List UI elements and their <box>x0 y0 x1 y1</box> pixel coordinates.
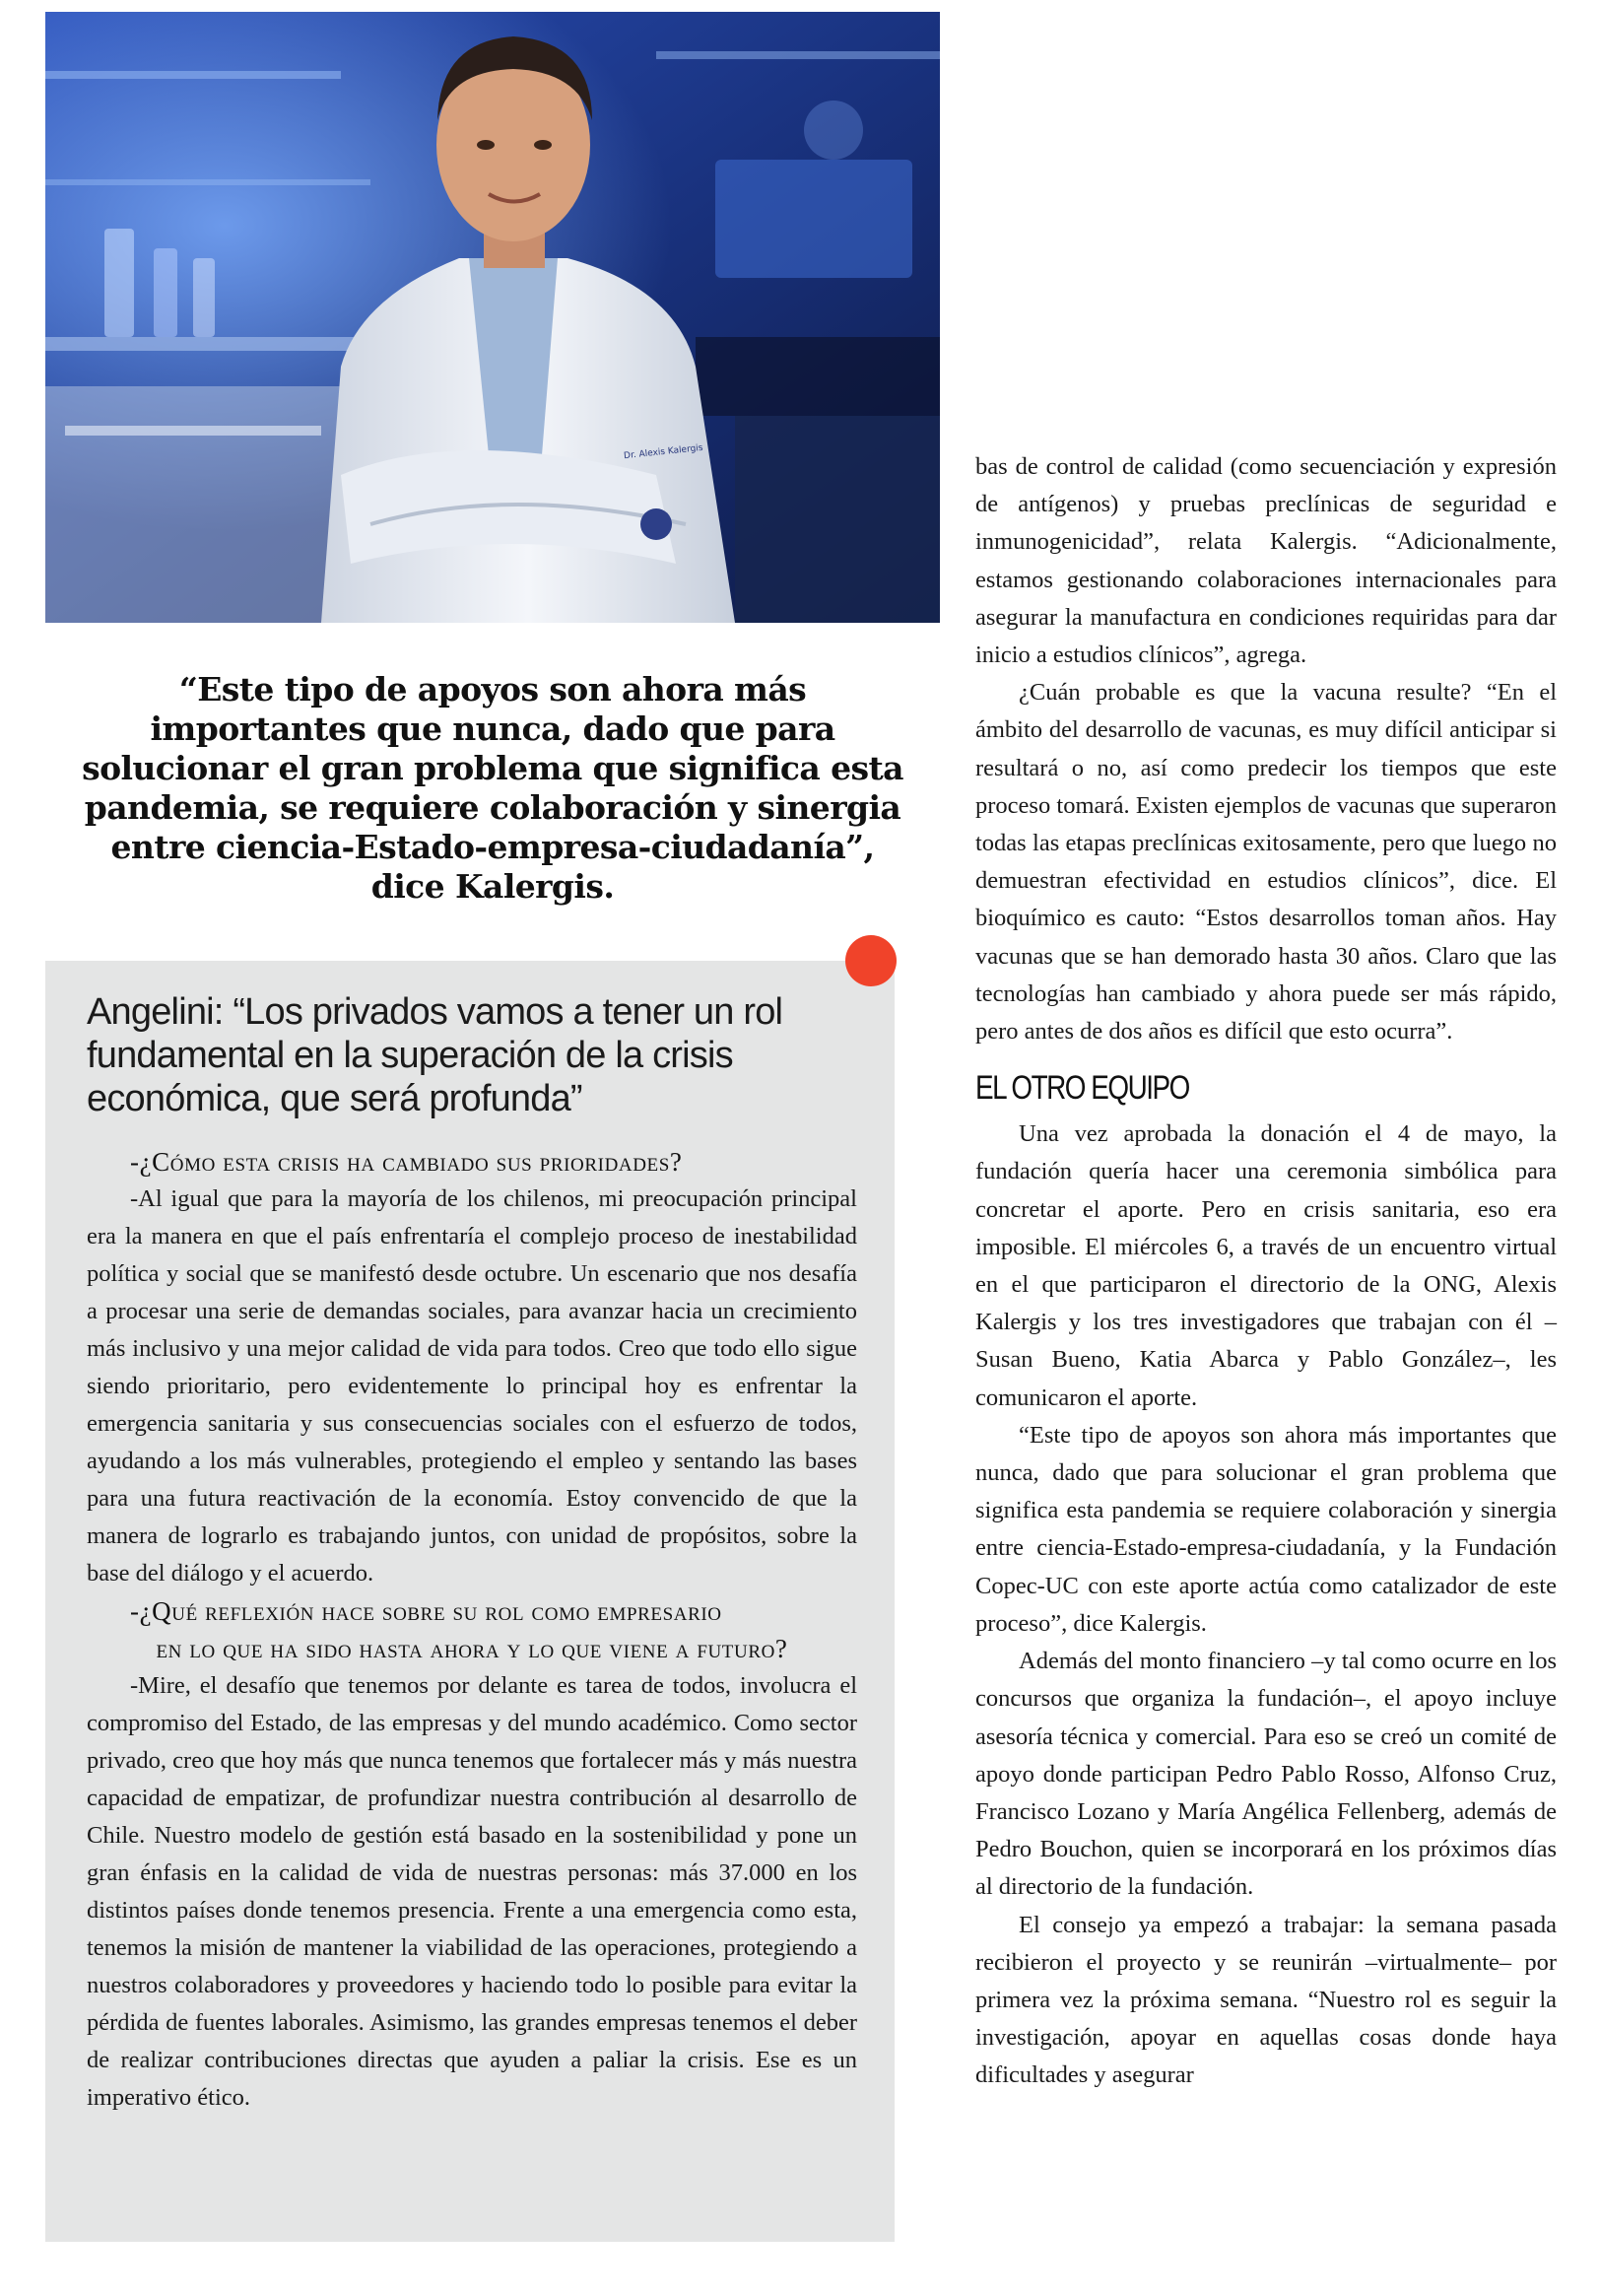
interview-question-cont: en lo que ha sido hasta ahora y lo que viene a futuro? <box>156 1634 788 1663</box>
section-heading: EL OTRO EQUIPO <box>975 1069 1189 1108</box>
interview-question: -¿Qué reflexión hace sobre su rol como empresario <box>130 1596 722 1626</box>
paragraph: ¿Cuán probable es que la vacuna resulte? “En el ámbito del desarrollo de vacunas, es muy difícil anticipar si resultará o no, así como predecir los tiempos que este proceso tomará. Existen ejemplos de vacunas que superaron todas las etapas preclínicas exitosamente, pero que luego no demuestran efectividad en estudios clínicos”, dice. El bioquímico es cauto: “Estos desarrollos toman años. Hay vacunas que se han demorado hasta 30 años. Claro que las tecnologías han cambiado y ahora puede ser más rápido, pero antes de dos años es difícil que esto ocurra”. <box>975 679 1557 1046</box>
portrait-photo <box>45 12 940 623</box>
interview-sidebar <box>45 961 895 2242</box>
accent-dot-icon <box>845 935 897 986</box>
paragraph: bas de control de calidad (como secuenciación y expresión de antígenos) y pruebas preclínicas de seguridad e inmunogenicidad”, relata Kalergis. “Adicionalmente, estamos gestionando colaboraciones internacionales para asegurar la manufactura en condiciones requiridas para dar inicio a estudios clínicos”, agrega. <box>975 453 1557 669</box>
sidebar-body <box>87 1143 857 2117</box>
interview-answer: -Mire, el desafío que tenemos por delante es tarea de todos, involucra el compromiso del Estado, de las empresas y del mundo académico. Como sector privado, creo que hoy más que nunca tenemos que fortalecer más y más nuestra capacidad de empatizar, de profundizar nuestra contribución al desarrollo de Chile. Nuestro modelo de gestión está basado en la sostenibilidad y pone un gran énfasis en la calidad de vida de nuestras personas: más 37.000 en los distintos países donde tenemos presencia. Frente a una emergencia como esta, tenemos la misión de mantener la viabilidad de las operaciones, protegiendo a nuestros colaboradores y proveedores y haciendo todo lo posible para evitar la pérdida de fuentes laborales. Asimismo, las grandes empresas tenemos el deber de realizar contribuciones directas que ayuden a paliar la crisis. Ese es un imperativo ético. <box>87 1672 857 2111</box>
article-column <box>975 448 1557 2095</box>
interview-question: -¿Cómo esta crisis ha cambiado sus prioridades? <box>130 1147 683 1177</box>
interview-answer: -Al igual que para la mayoría de los chilenos, mi preocupación principal era la manera en que el país enfrentaría el complejo proceso de inestabilidad política y social que se manifestó desde octubre. Un escenario que nos desafía a procesar una serie de demandas sociales, para avanzar hacia un crecimiento más inclusivo y una mejor calidad de vida para todos. Creo que todo ello sigue siendo prioritario, pero evidentemente lo principal hoy es enfrentar la emergencia sanitaria y sus consecuencias sociales con el esfuerzo de todos, ayudando a los más vulnerables, protegiendo el empleo y sentando las bases para una futura reactivación de la economía. Estoy convencido de que la manera de lograrlo es trabajando juntos, con unidad de propósitos, sobre la base del diálogo y el acuerdo. <box>87 1185 857 1587</box>
paragraph: Una vez aprobada la donación el 4 de mayo, la fundación quería hacer una ceremonia simbólica para concretar el aporte. Pero en crisis sanitaria, eso era imposible. El miércoles 6, a través de un encuentro virtual en el que participaron el directorio de la ONG, Alexis Kalergis y los tres investigadores que trabajan con él –Susan Bueno, Katia Abarca y Pablo González–, les comunicaron el aporte. <box>975 1120 1557 1411</box>
pull-quote: “Este tipo de apoyos son ahora más importantes que nunca, dado que para solucionar el gran problema que significa esta pandemia, se requiere colaboración y sinergia entre ciencia-Estado-empresa-ciudadanía”, dice Kalergis. <box>82 670 903 906</box>
coat-name-badge: Dr. Alexis Kalergis <box>623 442 703 462</box>
lab-portrait-image <box>45 12 940 623</box>
sidebar-title: Angelini: “Los privados vamos a tener un rol fundamental en la superación de la crisis económica, que será profunda” <box>87 991 783 1119</box>
paragraph: “Este tipo de apoyos son ahora más importantes que nunca, dado que para solucionar el gran problema que significa esta pandemia se requiere colaboración y sinergia entre ciencia-Estado-empresa-ciudadanía, y la Fundación Copec-UC con este aporte actúa como catalizador de este proceso”, dice Kalergis. <box>975 1421 1557 1637</box>
paragraph: Además del monto financiero –y tal como ocurre en los concursos que organiza la fundación–, el apoyo incluye asesoría técnica y comercial. Para eso se creó un comité de apoyo donde participan Pedro Pablo Rosso, Alfonso Cruz, Francisco Lozano y María Angélica Fellenberg, además de Pedro Bouchon, quien se incorporará en los próximos días al directorio de la fundación. <box>975 1648 1557 1901</box>
paragraph: El consejo ya empezó a trabajar: la semana pasada recibieron el proyecto y se reunirán –virtualmente– por primera vez la próxima semana. “Nuestro rol es seguir la investigación, apoyar en aquellas cosas donde haya dificultades y asegurar <box>975 1911 1557 2089</box>
